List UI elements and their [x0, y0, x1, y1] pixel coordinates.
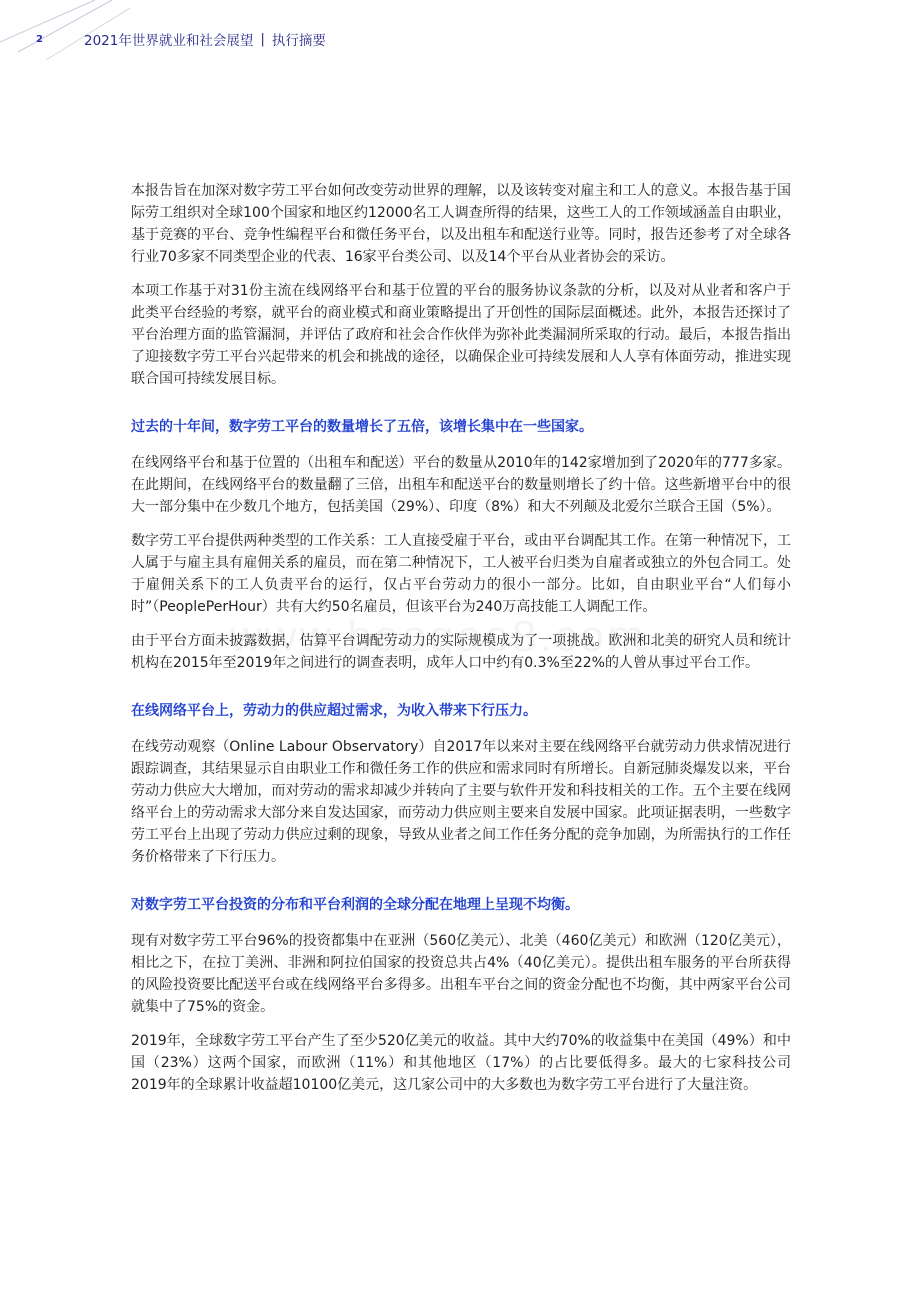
heading-2: 在线网络平台上，劳动力的供应超过需求，为收入带来下行压力。 — [131, 703, 537, 719]
paragraph-6: 在线劳动观察（Online Labour Observatory）自2017年以来对主要在线网络平台就劳动力供求情况进行跟踪调查，其结果显示自由职业工作和微任务工作的供应和需求同时有所增长。自新冠肺炎爆发以来，平台劳动力供应大大增加，而对劳动的需求却减少并转向了主要与软件开发和科技相关的工作。五个主要在线网络平台上的劳动需求大部分来自发达国家，而劳动力供应则主要来自发展中国家。此项证据表明，一些数字劳工平台上出现了劳动力供应过剩的现象，导致从业者之间工作任务分配的竞争加剧，为所需执行的工作任务价格带来了下行压力。 — [131, 739, 791, 865]
paragraph-3: 在线网络平台和基于位置的（出租车和配送）平台的数量从2010年的142家增加到了2020年的777多家。在此期间，在线网络平台的数量翻了三倍，出租车和配送平台的数量则增长了约十倍。这些新增平台中的很大一部分集中在少数几个地方，包括美国（29%）、印度（8%）和大不列颠及北爱尔兰联合王国（5%）。 — [131, 455, 791, 515]
main-content — [131, 180, 791, 1108]
section-title: 执行摘要 — [271, 33, 326, 49]
paragraph-1: 本报告旨在加深对数字劳工平台如何改变劳动世界的理解，以及该转变对雇主和工人的意义。本报告基于国际劳工组织对全球100个国家和地区约12000名工人调查所得的结果，这些工人的工作领域涵盖自由职业，基于竞赛的平台、竞争性编程平台和微任务平台，以及出租车和配送行业等。同时，报告还参考了对全球各行业70多家不同类型企业的代表、16家平台类公司、以及14个平台从业者协会的采访。 — [131, 183, 791, 265]
paragraph-7: 现有对数字劳工平台96%的投资都集中在亚洲（560亿美元）、北美（460亿美元）和欧洲（120亿美元），相比之下，在拉丁美洲、非洲和阿拉伯国家的投资总共占4%（40亿美元）。提供出租车服务的平台所获得的风险投资要比配送平台或在线网络平台多得多。出租车平台之间的资金分配也不均衡，其中两家平台公司就集中了75%的资金。 — [131, 933, 791, 1015]
report-title: 2021年世界就业和社会展望 — [84, 33, 254, 49]
page-number: 2 — [36, 33, 43, 45]
heading-1: 过去的十年间，数字劳工平台的数量增长了五倍，该增长集中在一些国家。 — [131, 419, 593, 435]
paragraph-2: 本项工作基于对31份主流在线网络平台和基于位置的平台的服务协议条款的分析，以及对从业者和客户于此类平台经验的考察，就平台的商业模式和商业策略提出了开创性的国际层面概述。此外，本报告还探讨了平台治理方面的监管漏洞，并评估了政府和社会合作伙伴为弥补此类漏洞所采取的行动。最后，本报告指出了迎接数字劳工平台兴起带来的机会和挑战的途径，以确保企业可持续发展和人人享有体面劳动，推进实现联合国可持续发展目标。 — [131, 283, 791, 387]
page-header — [36, 30, 326, 48]
paragraph-5: 由于平台方面未披露数据，估算平台调配劳动力的实际规模成为了一项挑战。欧洲和北美的研究人员和统计机构在2015年至2019年之间进行的调查表明，成年人口中约有0.3%至22%的人曾从事过平台工作。 — [131, 633, 791, 671]
paragraph-8: 2019年，全球数字劳工平台产生了至少520亿美元的收益。其中大约70%的收益集中在美国（49%）和中国（23%）这两个国家，而欧洲（11%）和其他地区（17%）的占比要低得多。最大的七家科技公司2019年的全球累计收益超10100亿美元，这几家公司中的大多数也为数字劳工平台进行了大量注资。 — [131, 1033, 791, 1093]
paragraph-4: 数字劳工平台提供两种类型的工作关系：工人直接受雇于平台，或由平台调配其工作。在第一种情况下，工人属于与雇主具有雇佣关系的雇员，而在第二种情况下，工人被平台归类为自雇者或独立的外包合同工。处于雇佣关系下的工人负责平台的运行，仅占平台劳动力的很小一部分。比如，自由职业平台“人们每小时”（PeoplePerHour）共有大约50名雇员，但该平台为240万高技能工人调配工作。 — [131, 533, 791, 615]
header-separator: | — [260, 31, 265, 47]
heading-3: 对数字劳工平台投资的分布和平台利润的全球分配在地理上呈现不均衡。 — [131, 897, 579, 913]
